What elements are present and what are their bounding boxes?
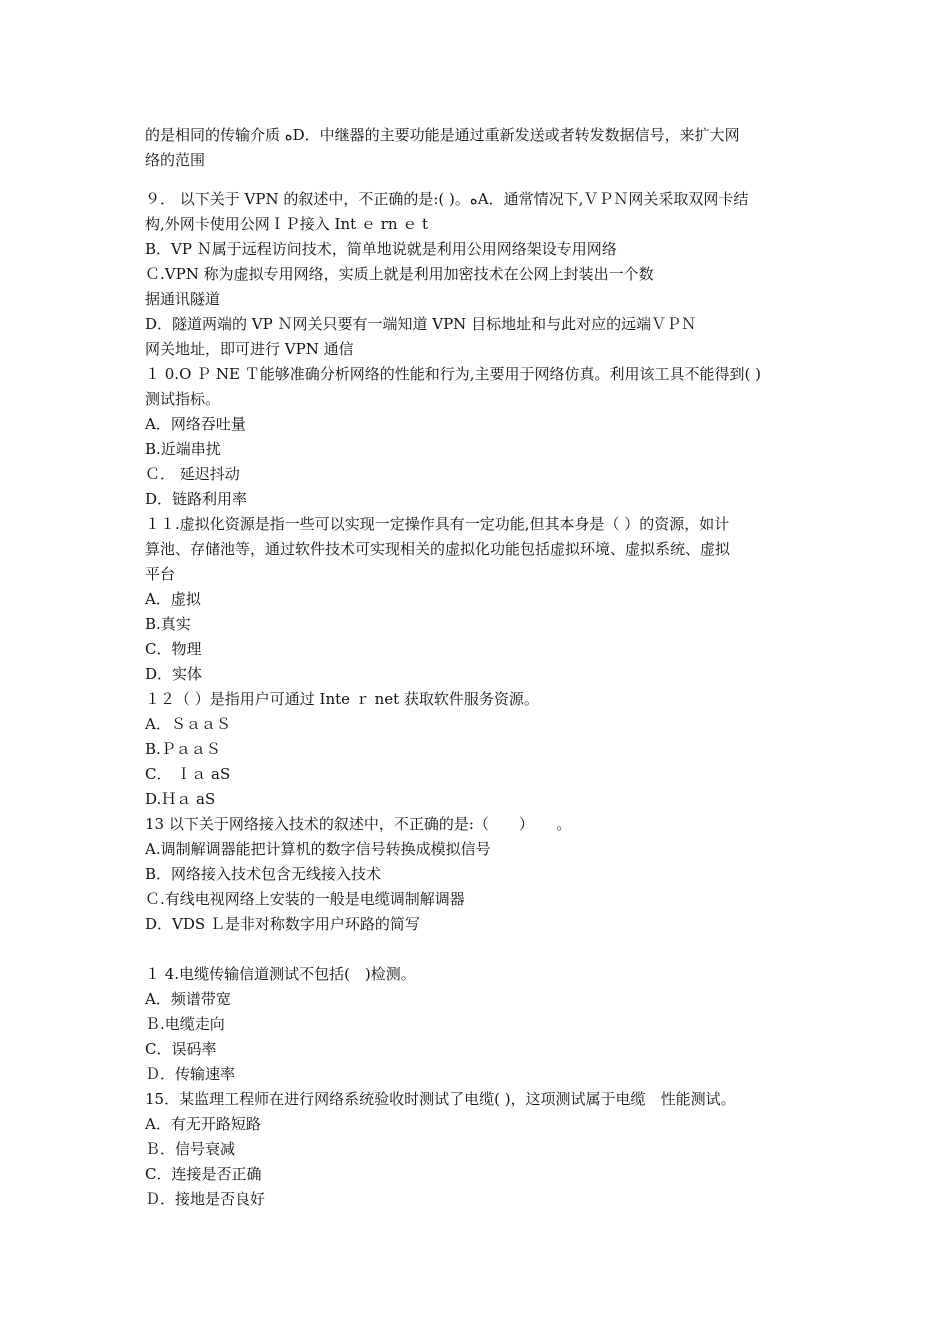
blank-line — [145, 173, 810, 187]
option-c: C．误码率 — [145, 1040, 217, 1058]
option-a: A.调制解调器能把计算机的数字信号转换成模拟信号 — [145, 840, 491, 858]
option-a: A．网络吞吐量 — [145, 415, 246, 433]
option-d: D．VDS Ｌ是非对称数字用户环路的简写 — [145, 915, 420, 933]
question-11: １１.虚拟化资源是指一些可以实现一定操作具有一定功能,但其本身是（ ）的资源，如计 — [145, 515, 730, 533]
option-b: B．VP Ｎ属于远程访问技术，简单地说就是利用公用网络架设专用网络 — [145, 240, 617, 258]
blank-line — [145, 937, 810, 962]
option-c: Ｃ.有线电视网络上安装的一般是电缆调制解调器 — [145, 890, 465, 908]
option-c: Ｃ． 延迟抖动 — [145, 465, 240, 483]
text-line: 平台 — [145, 565, 176, 583]
option-c: C．连接是否正确 — [145, 1165, 262, 1183]
option-b: B.近端串扰 — [145, 440, 221, 458]
option-c: Ｃ.VPN 称为虚拟专用网络，实质上就是利用加密技术在公网上封装出一个数 — [145, 265, 654, 283]
text-line: 网关地址，即可进行 VPN 通信 — [145, 340, 354, 358]
question-12: １２（ ）是指用户可通过 Inte ｒ net 获取软件服务资源。 — [145, 690, 539, 708]
question-10: １ 0.O Ｐ NE Ｔ能够准确分析网络的性能和行为,主要用于网络仿真。利用该工具不能得到( ) — [145, 365, 761, 383]
question-14: １ 4.电缆传输信道测试不包括( )检测。 — [145, 965, 416, 983]
text-line: 据通讯隧道 — [145, 290, 221, 308]
option-d: D．隧道两端的 VP Ｎ网关只要有一端知道 VPN 目标地址和与此对应的远端ＶＰＮ — [145, 315, 697, 333]
question-15: 15．某监理工程师在进行网络系统验收时测试了电缆( )，这项测试属于电缆 性能测试。 — [145, 1090, 736, 1108]
option-b: Ｂ.电缆走向 — [145, 1015, 225, 1033]
option-d: Ｄ．接地是否良好 — [145, 1190, 266, 1208]
option-d: D．链路利用率 — [145, 490, 248, 508]
option-b: B.ＰａａＳ — [145, 740, 221, 758]
option-c: C． Ｉａ aS — [145, 765, 231, 783]
text-line: 算池、存储池等，通过软件技术可实现相关的虚拟化功能包括虚拟环境、虚拟系统、虚拟 — [145, 540, 731, 558]
option-d: D．实体 — [145, 665, 203, 683]
text-line: 构,外网卡使用公网ＩＰ接入 Int ｅ rn ｅ t — [145, 215, 429, 233]
text-line: 络的范围 — [145, 151, 206, 169]
option-b: Ｂ．信号衰减 — [145, 1140, 236, 1158]
text-line: 测试指标。 — [145, 390, 221, 408]
question-13: 13 以下关于网络接入技术的叙述中，不正确的是:（ ） 。 — [145, 815, 572, 833]
option-d: Ｄ．传输速率 — [145, 1065, 236, 1083]
question-9: ９． 以下关于 VPN 的叙述中，不正确的是:( )。ﻩA．通常情况下,ＶＰＮ网关采取双网卡结 — [145, 190, 749, 208]
option-b: B．网络接入技术包含无线接入技术 — [145, 865, 382, 883]
text-line: 的是相同的传输介质 ﻩD．中继器的主要功能是通过重新发送或者转发数据信号，来扩大网 — [145, 126, 740, 144]
option-a: A．有无开路短路 — [145, 1115, 261, 1133]
document-page — [145, 123, 810, 1212]
option-b: B.真实 — [145, 615, 191, 633]
option-a: A．频谱带宽 — [145, 990, 231, 1008]
option-a: A．ＳａａＳ — [145, 715, 231, 733]
option-a: A．虚拟 — [145, 590, 201, 608]
option-d: D.Ｈａ aS — [145, 790, 216, 808]
option-c: C．物理 — [145, 640, 202, 658]
